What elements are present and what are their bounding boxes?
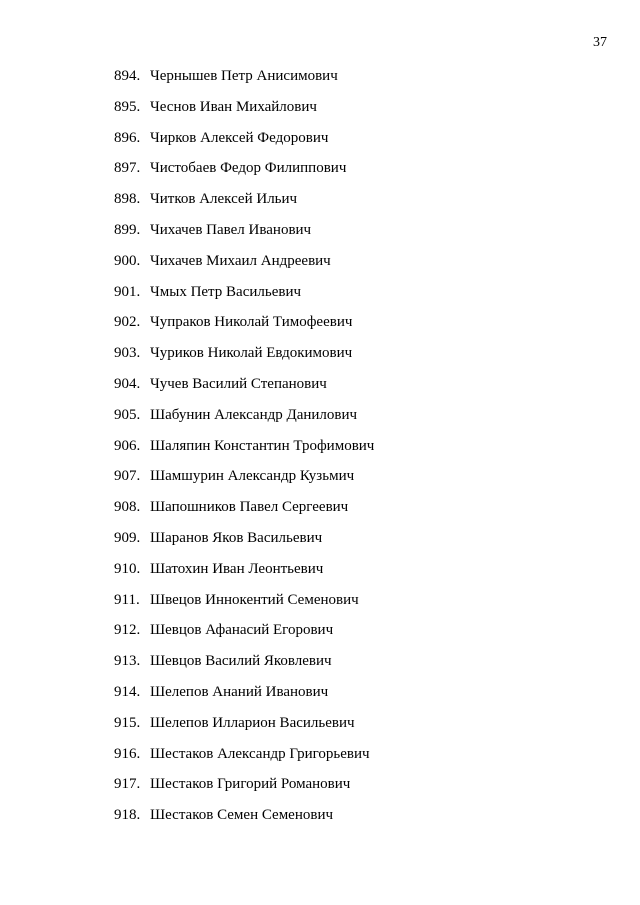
entry-name: Шатохин Иван Леонтьевич xyxy=(150,560,324,577)
list-item xyxy=(114,775,374,806)
entry-name: Шестаков Александр Григорьевич xyxy=(150,745,370,762)
entry-name: Шаляпин Константин Трофимович xyxy=(150,437,375,454)
entry-number: 901. xyxy=(114,283,141,300)
entry-number: 905. xyxy=(114,406,141,423)
list-item xyxy=(114,190,374,221)
entry-name: Чупраков Николай Тимофеевич xyxy=(150,314,353,331)
entry-name: Чихачев Павел Иванович xyxy=(150,221,312,238)
list-item xyxy=(114,529,374,560)
entry-name: Чистобаев Федор Филиппович xyxy=(150,160,347,177)
list-item xyxy=(114,560,374,591)
list-item xyxy=(114,221,374,252)
list-item xyxy=(114,498,374,529)
list-item xyxy=(114,714,374,745)
entry-name: Чмых Петр Васильевич xyxy=(150,283,302,300)
entry-number: 898. xyxy=(114,191,141,208)
entry-name: Швецов Иннокентий Семенович xyxy=(150,591,359,608)
entry-number: 918. xyxy=(114,807,141,824)
list-item xyxy=(114,806,374,837)
list-item xyxy=(114,129,374,160)
entry-name: Шелепов Ананий Иванович xyxy=(150,683,329,700)
entry-number: 910. xyxy=(114,560,141,577)
entry-number: 900. xyxy=(114,252,141,269)
entry-name: Читков Алексей Ильич xyxy=(150,191,298,208)
entry-number: 895. xyxy=(114,98,141,115)
entry-name: Шабунин Александр Данилович xyxy=(150,406,358,423)
entry-number: 915. xyxy=(114,714,141,731)
entry-name: Шестаков Григорий Романович xyxy=(150,776,351,793)
entry-name: Шевцов Афанасий Егорович xyxy=(150,622,334,639)
entry-name: Чуриков Николай Евдокимович xyxy=(150,345,353,362)
list-item xyxy=(114,159,374,190)
entry-name: Шелепов Илларион Васильевич xyxy=(150,714,355,731)
entry-number: 913. xyxy=(114,653,141,670)
list-item xyxy=(114,67,374,98)
entry-number: 896. xyxy=(114,129,141,146)
list-item xyxy=(114,652,374,683)
entry-number: 911. xyxy=(114,591,140,608)
entry-name: Чеснов Иван Михайлович xyxy=(150,98,317,115)
list-item xyxy=(114,98,374,129)
entry-number: 899. xyxy=(114,221,141,238)
list-item xyxy=(114,621,374,652)
entry-name: Чучев Василий Степанович xyxy=(150,375,327,392)
list-item xyxy=(114,591,374,622)
entry-number: 904. xyxy=(114,375,141,392)
list-item xyxy=(114,406,374,437)
entry-number: 897. xyxy=(114,160,141,177)
list-item xyxy=(114,745,374,776)
entry-number: 909. xyxy=(114,529,141,546)
entry-name: Шамшурин Александр Кузьмич xyxy=(150,468,355,485)
page-number: 37 xyxy=(593,35,607,50)
list-item xyxy=(114,437,374,468)
entry-name: Шаранов Яков Васильевич xyxy=(150,529,323,546)
list-item xyxy=(114,252,374,283)
entry-number: 912. xyxy=(114,622,141,639)
entry-number: 914. xyxy=(114,683,141,700)
name-list xyxy=(114,67,374,837)
entry-number: 916. xyxy=(114,745,141,762)
list-item xyxy=(114,283,374,314)
entry-number: 894. xyxy=(114,68,141,84)
entry-number: 907. xyxy=(114,468,141,485)
entry-number: 902. xyxy=(114,314,141,331)
entry-number: 908. xyxy=(114,499,141,516)
entry-name: Чирков Алексей Федорович xyxy=(150,129,329,146)
entry-number: 903. xyxy=(114,345,141,362)
entry-name: Чернышев Петр Анисимович xyxy=(150,68,338,84)
list-item xyxy=(114,313,374,344)
entry-name: Шапошников Павел Сергеевич xyxy=(150,499,349,516)
list-item xyxy=(114,375,374,406)
entry-name: Шестаков Семен Семенович xyxy=(150,807,334,824)
entry-number: 917. xyxy=(114,776,141,793)
entry-name: Чихачев Михаил Андреевич xyxy=(150,252,331,269)
list-item xyxy=(114,344,374,375)
entry-name: Шевцов Василий Яковлевич xyxy=(150,653,332,670)
entry-number: 906. xyxy=(114,437,141,454)
list-item xyxy=(114,683,374,714)
list-item xyxy=(114,467,374,498)
